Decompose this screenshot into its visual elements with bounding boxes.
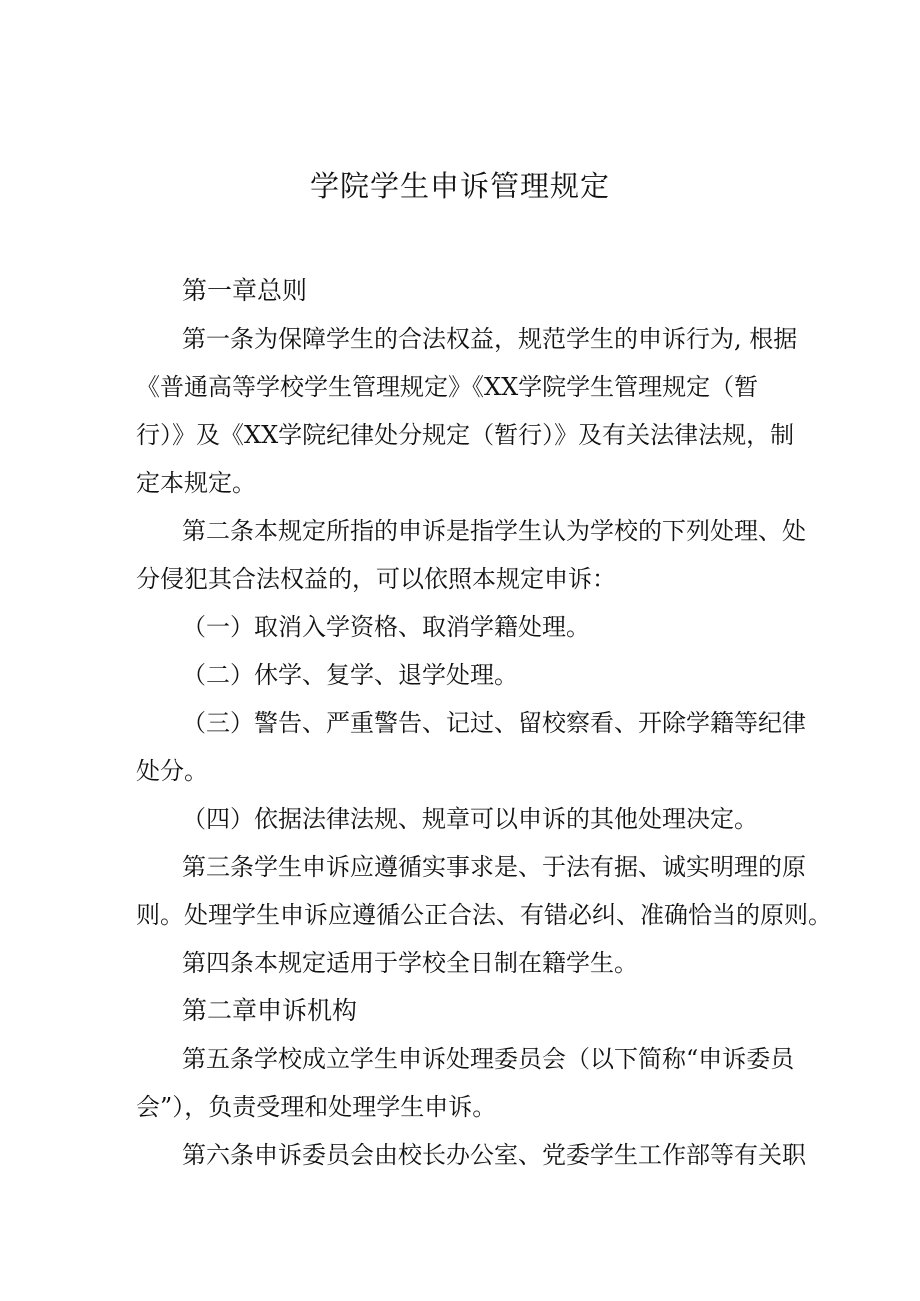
article-1-line-1: 第一条为保障学生的合法权益，规范学生的申诉行为, 根据 — [182, 325, 798, 353]
list-item-1: （一）取消入学资格、取消学籍处理。 — [182, 613, 590, 641]
list-item-3-line-1: （三）警告、严重警告、记过、留校察看、开除学籍等纪律 — [182, 709, 806, 737]
article-3-line-1: 第三条学生申诉应遵循实事求是、于法有据、诚实明理的原 — [182, 853, 806, 881]
article-3-line-2: 则。处理学生申诉应遵循公正合法、有错必纠、准确恰当的原则。 — [136, 901, 832, 929]
article-2-line-2: 分侵犯其合法权益的，可以依照本规定申诉： — [136, 565, 616, 593]
article-1-line-3: 行）》及《XX学院纪律处分规定（暂行）》及有关法律法规，制 — [136, 421, 795, 449]
article-5-line-2: 会”），负责受理和处理学生申诉。 — [136, 1093, 497, 1121]
article-1-line-2: 《普通高等学校学生管理规定》《XX学院学生管理规定（暂 — [136, 373, 759, 401]
list-item-4: （四）依据法律法规、规章可以申诉的其他处理决定。 — [182, 805, 758, 833]
list-item-3-line-2: 处分。 — [136, 757, 208, 785]
article-4-line-1: 第四条本规定适用于学校全日制在籍学生。 — [182, 949, 638, 977]
document-title: 学院学生申诉管理规定 — [309, 169, 610, 203]
chapter-2-heading: 第二章申诉机构 — [182, 996, 358, 1025]
list-item-2: （二）休学、复学、退学处理。 — [182, 661, 518, 689]
article-2-line-1: 第二条本规定所指的申诉是指学生认为学校的下列处理、处 — [182, 517, 806, 545]
article-1-line-4: 定本规定。 — [136, 469, 256, 497]
chapter-1-heading: 第一章总则 — [182, 276, 308, 305]
article-6-line-1: 第六条申诉委员会由校长办公室、党委学生工作部等有关职 — [182, 1141, 806, 1169]
article-5-line-1: 第五条学校成立学生申诉处理委员会（以下简称“申诉委员 — [182, 1045, 795, 1073]
